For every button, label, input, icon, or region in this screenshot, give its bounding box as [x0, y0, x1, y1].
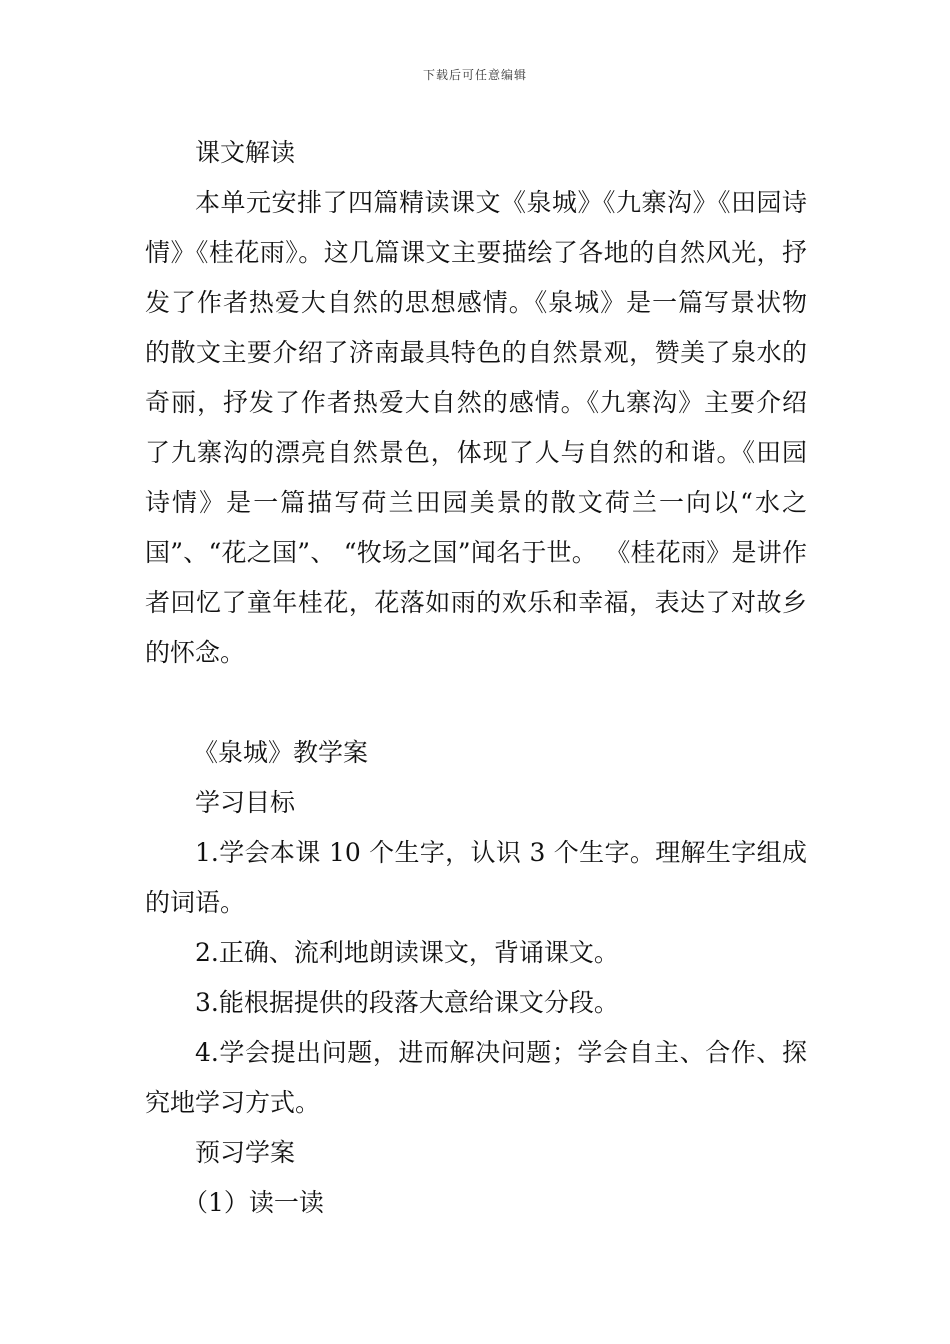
section-heading-lesson-interpretation: 课文解读	[195, 138, 296, 167]
blank-line	[145, 678, 807, 728]
page-header-note: 下载后可任意编辑	[422, 68, 527, 82]
lesson-plan-title: 《泉城》教学案	[193, 738, 369, 767]
lesson-interpretation-paragraph: 本单元安排了四篇精读课文《泉城》《九寨沟》《田园诗情》《桂花雨》。这几篇课文主要描绘了各地的自然风光，抒发了作者热爱大自然的思想感情。《泉城》是一篇写景状物的散文主要介绍了济南最具特色的自然景观，赞美了泉水的奇丽，抒发了作者热爱大自然的感情。《九寨沟》主要介绍了九寨沟的漂亮自然景色，体现了人与自然的和谐。《田园诗情》是一篇描写荷兰田园美景的散文荷兰一向以“水之国”、“花之国”、 “牧场之国”闻名于世。 《桂花雨》是讲作者回忆了童年桂花，花落如雨的欢乐和幸福，表达了对故乡的怀念。	[145, 188, 807, 667]
preview-plan-heading: 预习学案	[195, 1138, 296, 1167]
learning-goal-item: 2.正确、流利地朗读课文，背诵课文。	[195, 938, 619, 967]
preview-item: （1）读一读	[183, 1188, 324, 1217]
document-body	[145, 128, 807, 1228]
learning-goals-heading: 学习目标	[195, 788, 296, 817]
learning-goal-item: 3.能根据提供的段落大意给课文分段。	[195, 988, 619, 1017]
learning-goal-item: 1.学会本课 10 个生字，认识 3 个生字。理解生字组成的词语。	[145, 838, 807, 917]
learning-goal-item: 4.学会提出问题，进而解决问题；学会自主、合作、探究地学习方式。	[145, 1038, 807, 1117]
